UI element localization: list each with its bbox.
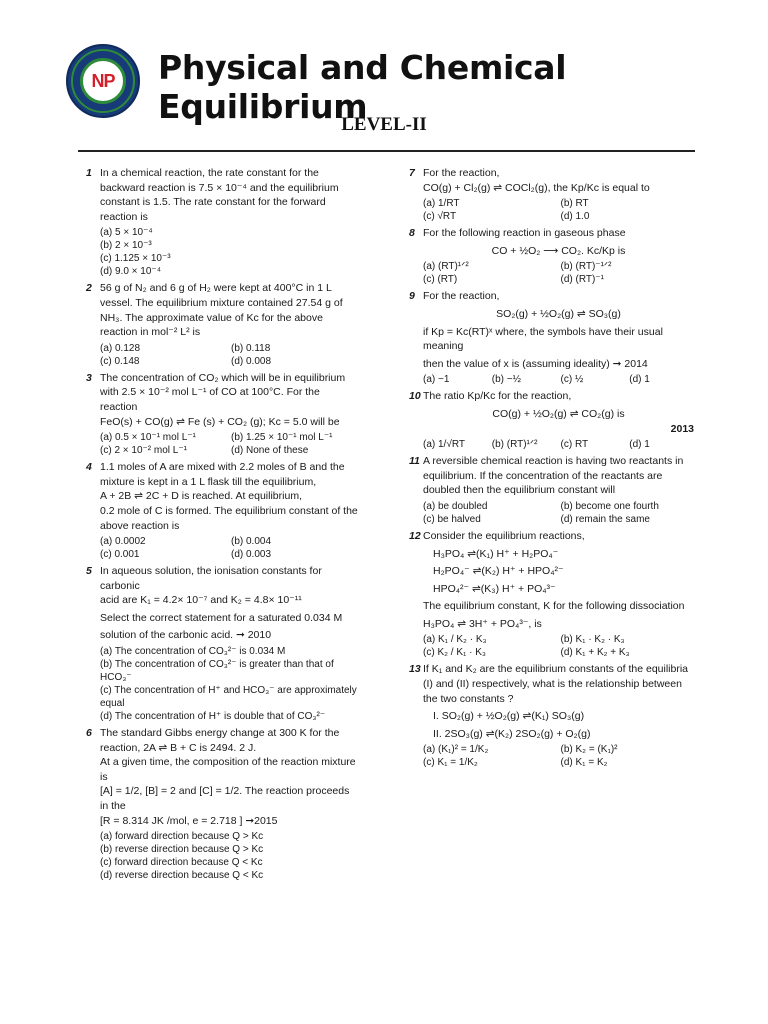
answer-option: (d) remain the same — [560, 513, 650, 525]
question-13 — [409, 662, 694, 769]
question-text: 56 g of N₂ and 6 g of H₂ were kept at 400°C in 1 L — [100, 282, 332, 295]
question-text: The ratio Kp/Kc for the reaction, — [423, 390, 572, 403]
question-number: 11 — [409, 455, 420, 468]
question-text: FeO(s) + CO(g) ⇌ Fe (s) + CO₂ (g); Kc = 5.0 will be — [100, 415, 340, 428]
question-text: equilibrium. If the concentration of the reactants are — [423, 469, 663, 482]
answer-option: (c) 2 × 10⁻² mol L⁻¹ — [100, 445, 187, 457]
question-9 — [409, 289, 694, 386]
answer-option: (d) The concentration of H⁺ is double that of CO₃²⁻ — [100, 711, 326, 723]
question-text: For the reaction, — [423, 167, 500, 179]
answer-option: (d) K₁ + K₂ + K₃ — [560, 647, 630, 659]
question-text: CO(g) + Cl₂(g) ⇌ COCl₂(g), the Kp/Kc is equal to — [423, 181, 650, 194]
answer-option: (d) None of these — [231, 445, 309, 457]
question-text: Consider the equilibrium reactions, — [423, 529, 585, 542]
answer-option: equal — [100, 698, 125, 710]
answer-option: (b) 0.004 — [231, 536, 272, 548]
answer-option: (d) reverse direction because Q < Kc — [100, 870, 264, 882]
question-12 — [409, 529, 694, 660]
answer-option: (c) K₂ / K₁ · K₃ — [423, 647, 486, 659]
logo-text: NP — [91, 71, 115, 91]
question-number: 7 — [409, 167, 415, 179]
question-number: 6 — [86, 727, 92, 740]
answer-option: (a) K₁ / K₂ · K₃ — [423, 634, 487, 646]
answer-options — [423, 743, 694, 769]
question-text: above reaction is — [100, 519, 180, 532]
answer-option: (a) −1 — [423, 374, 450, 386]
answer-option: (b) K₁ · K₂ · K₃ — [560, 634, 625, 646]
question-number: 4 — [86, 461, 92, 474]
question-text: backward reaction is 7.5 × 10⁻⁴ and the equilibrium — [100, 181, 339, 194]
answer-option: (b) RT — [560, 198, 589, 210]
answer-option: (d) 1 — [629, 374, 650, 386]
answer-option: (c) K₁ = 1/K₂ — [423, 757, 478, 769]
answer-option: (d) 1.0 — [560, 211, 590, 223]
question-text: reaction, 2A ⇌ B + C is 2494. 2 J. — [100, 741, 257, 754]
question-text: reaction is — [100, 210, 148, 223]
question-text: The standard Gibbs energy change at 300 K for the — [100, 727, 340, 740]
answer-option: (c) forward direction because Q < Kc — [100, 857, 263, 869]
question-text: For the following reaction in gaseous phase — [423, 227, 626, 240]
question-number: 5 — [86, 565, 92, 578]
question-7 — [409, 166, 694, 223]
answer-option: (a) 0.0002 — [100, 536, 146, 548]
answer-options — [100, 342, 358, 368]
answer-options — [100, 535, 358, 561]
answer-option: (a) forward direction because Q > Kc — [100, 831, 264, 843]
question-6 — [86, 726, 358, 882]
left-column — [86, 166, 358, 885]
answer-option: (a) 1/RT — [423, 198, 460, 210]
question-text: In aqueous solution, the ionisation constants for carbonic — [100, 565, 322, 592]
answer-option: (a) 5 × 10⁻⁴ — [100, 227, 153, 239]
question-text: solution of the carbonic acid. ➞ 2010 — [100, 629, 272, 642]
academy-logo — [66, 44, 140, 118]
answer-option: (b) reverse direction because Q > Kc — [100, 844, 264, 856]
question-text: with 2.5 × 10⁻² mol L⁻¹ of CO at 100°C. For the reaction — [100, 386, 320, 413]
answer-option: (d) 0.008 — [231, 355, 272, 367]
answer-options — [423, 260, 694, 286]
answer-options — [423, 373, 694, 386]
answer-option: (b) −½ — [491, 374, 521, 386]
question-11 — [409, 454, 694, 526]
answer-option: (b) become one fourth — [560, 500, 659, 512]
question-10 — [409, 389, 694, 451]
question-text: H₃PO₄ ⇌ 3H⁺ + PO₄³⁻, is — [423, 617, 542, 630]
answer-options — [423, 500, 694, 526]
question-1 — [86, 166, 358, 278]
answer-option: (a) 0.128 — [100, 342, 141, 354]
exam-year: 2013 — [670, 422, 694, 435]
question-text: Select the correct statement for a saturated 0.034 M — [100, 611, 343, 624]
question-text: A reversible chemical reaction is having two reactants in — [423, 455, 684, 468]
answer-options — [100, 226, 358, 278]
logo-emblem — [80, 58, 126, 104]
question-number: 12 — [409, 529, 421, 542]
question-text: the two constants ? — [423, 692, 514, 705]
reaction-equation: SO₂(g) + ½O₂(g) ⇌ SO₃(g) — [496, 307, 621, 320]
level-heading: LEVEL-II — [341, 114, 427, 135]
question-text: 0.2 mole of C is formed. The equilibrium constant of the — [100, 504, 358, 517]
question-number: 9 — [409, 290, 415, 303]
question-text: NH₃. The approximate value of Kc for the above — [100, 311, 323, 324]
question-text: vessel. The equilibrium mixture contained 27.54 g of — [100, 296, 343, 309]
answer-option: (c) √RT — [423, 211, 457, 223]
answer-option: (c) The concentration of H⁺ and HCO₃⁻ are approximately — [100, 685, 357, 697]
answer-option: (b) The concentration of CO₃²⁻ is greater than that of HCO₃⁻ — [100, 659, 334, 684]
answer-option: (a) 1/√RT — [423, 439, 465, 451]
question-number: 10 — [409, 390, 421, 403]
question-2 — [86, 281, 358, 367]
answer-options — [423, 438, 694, 451]
answer-option: (c) 1.125 × 10⁻³ — [100, 253, 171, 265]
answer-option: (d) 0.003 — [231, 549, 272, 561]
answer-option: (a) be doubled — [423, 500, 488, 512]
question-number: 1 — [86, 167, 92, 179]
page-title: Physical and Chemical Equilibrium — [158, 48, 567, 126]
answer-option: (a) 0.5 × 10⁻¹ mol L⁻¹ — [100, 432, 196, 444]
header-divider — [78, 150, 695, 152]
question-text: A + 2B ⇌ 2C + D is reached. At equilibrium, — [100, 490, 302, 503]
question-text: (I) and (II) respectively, what is the relationship between — [423, 678, 682, 691]
question-number: 13 — [409, 663, 421, 676]
answer-options — [100, 830, 358, 882]
question-4 — [86, 460, 358, 561]
question-number: 8 — [409, 227, 415, 240]
question-text: acid are K₁ = 4.2× 10⁻⁷ and K₂ = 4.8× 10⁻¹¹ — [100, 594, 302, 607]
reaction-equation: II. 2SO₃(g) ⇌(K₂) 2SO₂(g) + O₂(g) — [433, 727, 591, 740]
question-text: reaction in mol⁻² L² is — [100, 326, 201, 339]
question-text: constant is 1.5. The rate constant for the forward — [100, 196, 326, 209]
question-text: At a given time, the composition of the reaction mixture is — [100, 756, 356, 783]
answer-option: (b) 2 × 10⁻³ — [100, 240, 152, 252]
answer-option: (a) (K₁)² = 1/K₂ — [423, 744, 489, 756]
answer-options — [423, 197, 694, 223]
answer-option: (c) 0.001 — [100, 549, 140, 561]
question-text: doubled then the equilibrium constant will — [423, 484, 616, 497]
answer-option: (c) (RT) — [423, 274, 458, 286]
question-text: [A] = 1/2, [B] = 2 and [C] = 1/2. The reaction proceeds in the — [100, 785, 350, 813]
reaction-equation: CO + ½O₂ ⟶ CO₂. Kc/Kp is — [491, 244, 626, 257]
question-5 — [86, 564, 358, 723]
answer-option: (d) 1 — [629, 439, 650, 451]
answer-options — [423, 633, 694, 659]
answer-option: (c) RT — [560, 439, 589, 451]
answer-option: (c) be halved — [423, 513, 481, 525]
answer-option: (d) 9.0 × 10⁻⁴ — [100, 266, 161, 278]
answer-option: (c) ½ — [560, 374, 584, 386]
question-text: If K₁ and K₂ are the equilibrium constants of the equilibria — [423, 663, 689, 676]
question-text: [R = 8.314 JK /mol, e = 2.718 ] ➞2015 — [100, 814, 278, 827]
question-number: 2 — [86, 282, 92, 295]
reaction-equation: CO(g) + ½O₂(g) ⇌ CO₂(g) is — [492, 407, 625, 420]
right-column — [409, 166, 694, 772]
answer-option: (b) 1.25 × 10⁻¹ mol L⁻¹ — [231, 432, 333, 444]
question-text: mixture is kept in a 1 L flask till the equilibrium, — [100, 475, 317, 488]
question-number: 3 — [86, 371, 92, 384]
question-text: The concentration of CO₂ which will be in equilibrium — [100, 371, 346, 384]
question-8 — [409, 226, 694, 286]
reaction-equation: H₃PO₄ ⇌(K₁) H⁺ + H₂PO₄⁻ — [433, 547, 559, 560]
answer-option: (d) (RT)⁻¹ — [560, 274, 604, 286]
question-3 — [86, 371, 358, 457]
answer-option: (b) K₂ = (K₁)² — [560, 744, 618, 756]
question-text: In a chemical reaction, the rate constant for the — [100, 167, 319, 179]
reaction-equation: H₂PO₄⁻ ⇌(K₂) H⁺ + HPO₄²⁻ — [433, 565, 564, 578]
question-text: The equilibrium constant, K for the following dissociation — [423, 600, 685, 613]
question-text: then the value of x is (assuming ideality) ➞ 2014 — [423, 357, 648, 370]
question-text: 1.1 moles of A are mixed with 2.2 moles of B and the — [100, 461, 345, 474]
answer-options — [100, 645, 358, 723]
answer-option: (a) The concentration of CO₃²⁻ is 0.034 M — [100, 646, 286, 658]
answer-option: (b) (RT)¹ᐟ² — [491, 439, 538, 451]
reaction-equation: I. SO₂(g) + ½O₂(g) ⇌(K₁) SO₃(g) — [433, 710, 585, 723]
question-text: if Kp = Kc(RT)ˣ where, the symbols have their usual meaning — [423, 325, 663, 353]
answer-option: (c) 0.148 — [100, 355, 140, 367]
reaction-equation: HPO₄²⁻ ⇌(K₃) H⁺ + PO₄³⁻ — [433, 582, 556, 595]
answer-options — [100, 431, 358, 457]
answer-option: (d) K₁ = K₂ — [560, 757, 608, 769]
answer-option: (a) (RT)¹ᐟ² — [423, 261, 469, 273]
answer-option: (b) 0.118 — [231, 342, 271, 354]
question-text: For the reaction, — [423, 290, 500, 303]
answer-option: (b) (RT)⁻¹ᐟ² — [560, 261, 612, 273]
